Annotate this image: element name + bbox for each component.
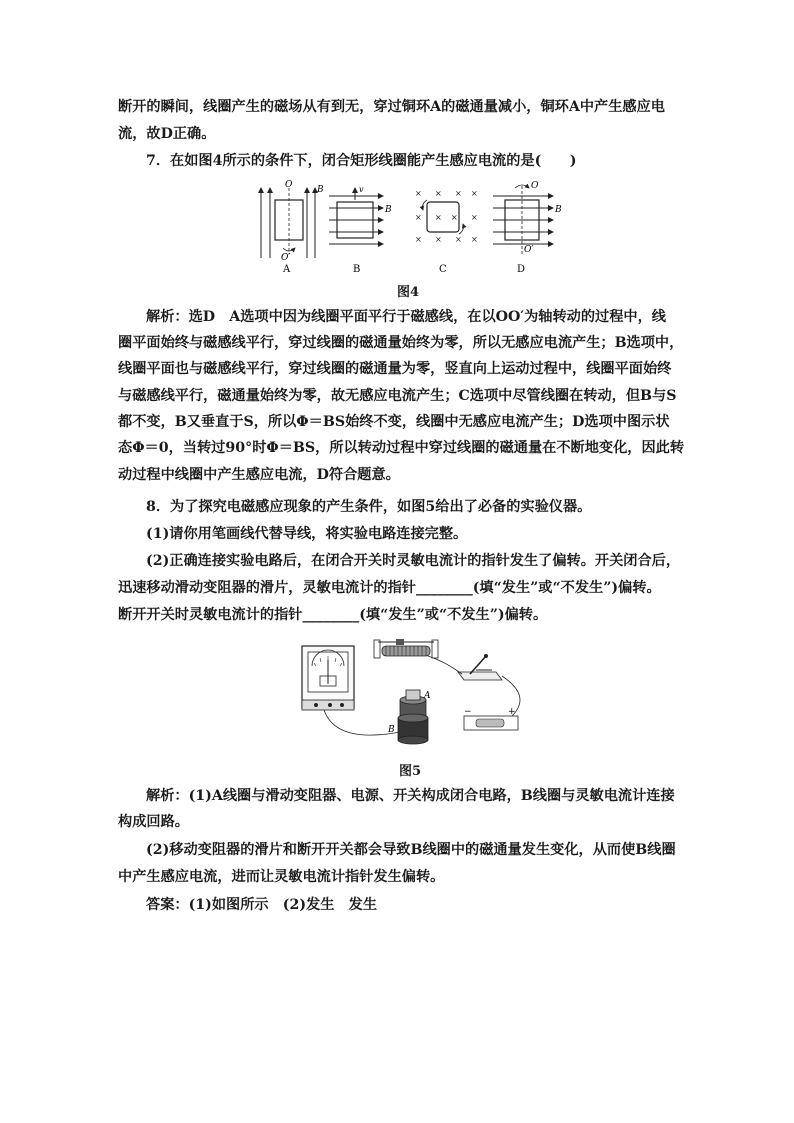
fig4-label-c: C [439, 264, 447, 275]
coil-b-label: B [388, 725, 395, 735]
q8-answer: 答案：(1)如图所示 (2)发生 发生 [146, 897, 378, 913]
fig4-panel-c [415, 189, 478, 275]
svg-text:×: × [451, 213, 458, 222]
switch [458, 654, 502, 680]
fig4-a-b: B [317, 185, 324, 195]
q8-part-2a: (2)正确连接实验电路后，在闭合开关时灵敏电流计的指针发生了偏转。开关闭合后， [146, 553, 681, 569]
q8-analysis-1: 解析：(1)A线圈与滑动变阻器、电源、开关构成闭合电路，B线圈与灵敏电流计连接 [146, 788, 675, 804]
q7-analysis-4: 与磁感线平行，磁通量始终为零，故无感应电流产生；C选项中尽管线圈在转动，但B与S [118, 388, 677, 404]
intro-line-2: 流，故D正确。 [118, 126, 216, 142]
battery [464, 707, 518, 730]
svg-text:×: × [415, 235, 422, 244]
q8-analysis-2b: 中产生感应电流，进而让灵敏电流计指针发生偏转。 [118, 869, 445, 885]
q7-analysis-1: 解析：选D A选项中因为线圈平面平行于磁感线，在以OO′为轴转动的过程中，线 [146, 309, 666, 325]
figure-4 [255, 178, 575, 276]
fig4-b-b: B [385, 205, 392, 215]
q7-analysis-6: 态Φ＝0，当转过90°时Φ＝BS，所以转动过程中穿过线圈的磁通量在不断地变化，因此转 [118, 440, 685, 456]
svg-text:×: × [435, 235, 442, 244]
galvanometer [302, 646, 354, 710]
battery-plus: + [508, 707, 516, 717]
q7-analysis-5: 都不变，B又垂直于S，所以Φ＝BS始终不变，线圈中无感应电流产生；D选项中图示状 [118, 414, 670, 430]
q8-part-2c: 断开开关时灵敏电流计的指针________(填“发生”或“不发生”)偏转。 [118, 607, 548, 623]
fig4-d-b: B [555, 205, 562, 215]
figure-5 [296, 636, 532, 754]
q7-analysis-3: 线圈平面也与磁感线平行，穿过线圈的磁通量为零，竖直向上运动过程中，线圈平面始终 [118, 361, 672, 377]
q7-stem: 7．在如图4所示的条件下，闭合矩形线圈能产生感应电流的是( ) [146, 153, 577, 169]
fig4-a-oprime: O′ [281, 253, 291, 263]
svg-text:×: × [471, 189, 478, 198]
svg-text:×: × [415, 189, 422, 198]
q7-analysis-7: 动过程中线圈中产生感应电流，D符合题意。 [118, 467, 400, 483]
svg-text:×: × [435, 213, 442, 222]
intro-line-1: 断开的瞬间，线圈产生的磁场从有到无，穿过铜环A的磁通量减小，铜环A中产生感应电 [118, 99, 665, 115]
battery-minus: − [464, 707, 472, 717]
fig4-d-o: O [531, 181, 539, 191]
q8-part-1: (1)请你用笔画线代替导线，将实验电路连接完整。 [146, 526, 468, 542]
svg-text:×: × [435, 189, 442, 198]
svg-text:×: × [455, 235, 462, 244]
q8-analysis-2a: (2)移动变阻器的滑片和断开开关都会导致B线圈中的磁通量发生变化，从而使B线圈 [146, 842, 676, 858]
q8-stem: 8．为了探究电磁感应现象的产生条件，如图5给出了必备的实验仪器。 [146, 499, 592, 515]
q7-analysis-2: 圈平面始终与磁感线平行，穿过线圈的磁通量始终为零，所以无感应电流产生；B选项中， [118, 335, 684, 351]
fig4-panel-a [261, 180, 324, 275]
svg-text:×: × [471, 213, 478, 222]
fig4-label-b: B [353, 264, 361, 275]
svg-text:×: × [455, 189, 462, 198]
figure-5-caption: 图5 [398, 764, 422, 779]
figure-4-caption: 图4 [396, 285, 420, 300]
fig4-label-a: A [283, 264, 291, 275]
rheostat [374, 639, 438, 658]
q8-part-2b: 迅速移动滑动变阻器的滑片，灵敏电流计的指针________(填“发生”或“不发生”)偏转。 [118, 580, 661, 596]
fig4-panel-d [493, 181, 562, 275]
svg-text:×: × [415, 213, 422, 222]
fig4-d-oprime: O′ [524, 245, 534, 255]
coil-assembly [387, 690, 431, 744]
fig4-a-o: O [285, 180, 293, 190]
coil-a-label: A [424, 691, 431, 701]
svg-text:×: × [471, 235, 478, 244]
fig4-b-v: v [359, 185, 364, 194]
q8-analysis-1b: 构成回路。 [118, 814, 189, 830]
fig4-panel-b [329, 185, 392, 275]
fig4-label-d: D [517, 264, 526, 275]
